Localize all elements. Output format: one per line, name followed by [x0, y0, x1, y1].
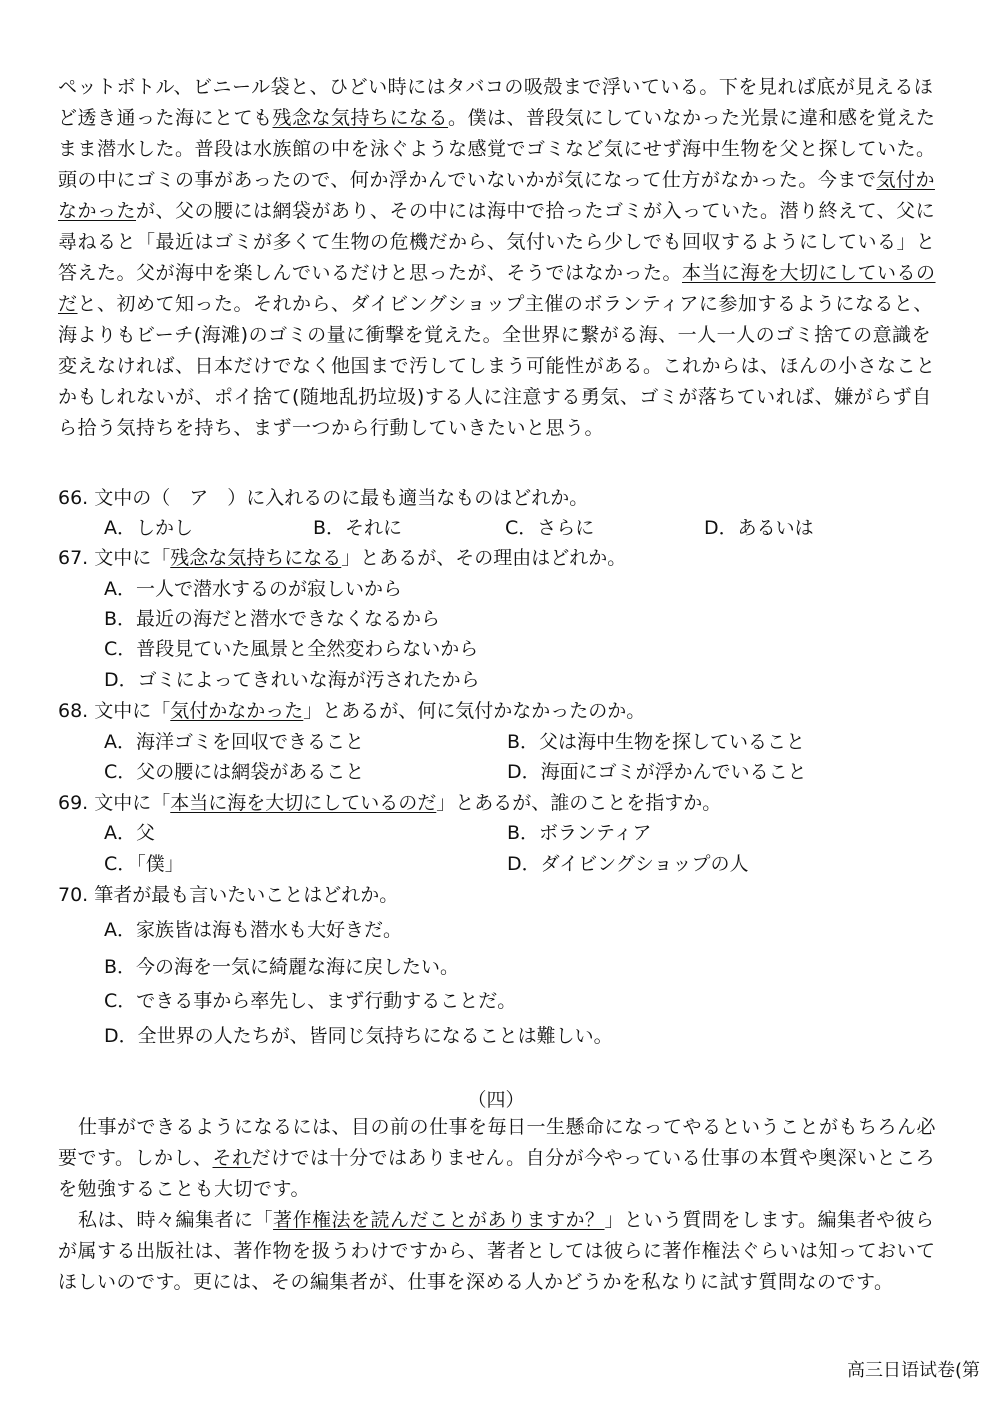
underlined-phrase-chosakuken: 著作権法を読んだことがありますか？	[273, 1209, 605, 1231]
q67-option-b[interactable]: B．最近の海だと潜水できなくなるから	[104, 608, 441, 630]
passage-line: ら拾う気持ちを持ち、まず一つから行動していきたいと思う。	[58, 417, 605, 439]
passage-line: だと、初めて知った。それから、ダイビングショップ主催のボランティアに参加するようになると、	[58, 293, 933, 315]
passage-line: かもしれないが、ポイ捨て(随地乱扔垃圾)する人に注意する勇気、ゴミが落ちていれば、嫌がらず自	[58, 386, 932, 408]
q68-option-b[interactable]: B．父は海中生物を探していること	[507, 731, 806, 753]
q68-option-c[interactable]: C．父の腰には網袋があること	[104, 761, 365, 783]
q69-option-a[interactable]: A．父	[104, 822, 155, 844]
q70-option-a[interactable]: A．家族皆は海も潜水も大好きだ。	[104, 919, 402, 941]
q70-option-d[interactable]: D．全世界の人たちが、皆同じ気持ちになることは難しい。	[104, 1025, 613, 1047]
passage-line: 要です。しかし、それだけでは十分ではありません。自分が今やっている仕事の本質や奥深いところ	[58, 1147, 936, 1169]
passage-line: 変えなければ、日本だけでなく他国まで汚してしまう可能性がある。これからは、ほんの小さなこと	[58, 355, 936, 377]
passage-line: 私は、時々編集者に「著作権法を読んだことがありますか？」という質問をします。編集者や彼ら	[78, 1209, 935, 1231]
passage-line: 答えた。父が海中を楽しんでいるだけと思ったが、そうではなかった。本当に海を大切にしているの	[58, 262, 936, 284]
q66-option-c[interactable]: C．さらに	[505, 517, 595, 539]
section-heading: （四）	[467, 1089, 525, 1111]
underlined-phrase-taisetsu-cont: だ	[58, 293, 78, 315]
q69-option-c[interactable]: C．「僕」	[104, 853, 184, 875]
q69-option-b[interactable]: B．ボランティア	[507, 822, 652, 844]
q67-option-d[interactable]: D．ゴミによってきれいな海が汚されたから	[104, 669, 480, 691]
passage-line: を勉強することも大切です。	[58, 1178, 310, 1200]
q69-option-d[interactable]: D．ダイビングショップの人	[507, 853, 749, 875]
q70-option-c[interactable]: C．できる事から率先し、まず行動することだ。	[104, 990, 517, 1012]
passage-line: が属する出版社は、著作物を扱うわけですから、著者としては彼らに著作権法ぐらいは知っておいて	[58, 1240, 936, 1262]
passage-line: 尋ねると「最近はゴミが多くて生物の危機だから、気付いたら少しでも回収するようにしている」と	[58, 231, 936, 253]
underlined-phrase-kizukanakatta-cont: なかった	[58, 200, 137, 222]
q66-option-d[interactable]: D．あるいは	[704, 517, 814, 539]
question-69: 69. 文中に「本当に海を大切にしているのだ」とあるが、誰のことを指すか。	[58, 792, 722, 814]
question-70: 70. 筆者が最も言いたいことはどれか。	[58, 884, 399, 906]
question-67: 67. 文中に「残念な気持ちになる」とあるが、その理由はどれか。	[58, 547, 627, 569]
q66-option-a[interactable]: A．しかし	[104, 517, 193, 539]
page-footer: 高三日语试卷(第	[846, 1360, 980, 1381]
reading-passage	[58, 72, 963, 444]
section4-passage	[58, 1112, 963, 1298]
passage-line: まま潜水した。普段は水族館の中を泳ぐような感覚でゴミなど気にせず海中生物を父と探していた。	[58, 138, 936, 160]
q67-option-a[interactable]: A．一人で潜水するのが寂しいから	[104, 578, 402, 600]
passage-line: ほしいのです。更には、その編集者が、仕事を深める人かどうかを私なりに試す質問なのです。	[58, 1271, 894, 1293]
underlined-word-sore: それ	[212, 1147, 252, 1169]
q68-option-a[interactable]: A．海洋ゴミを回収できること	[104, 731, 364, 753]
question-66: 66. 文中の（ ア ）に入れるのに最も適当なものはどれか。	[58, 487, 589, 509]
q67-option-c[interactable]: C．普段見ていた風景と全然変わらないから	[104, 638, 479, 660]
passage-line: 頭の中にゴミの事があったので、何か浮かんでいないかが気になって仕方がなかった。今まで気付か	[58, 169, 935, 191]
underlined-phrase-taisetsu: 本当に海を大切にしているの	[682, 262, 936, 284]
q68-option-d[interactable]: D．海面にゴミが浮かんでいること	[507, 761, 807, 783]
q70-option-b[interactable]: B．今の海を一気に綺麗な海に戻したい。	[104, 956, 460, 978]
question-68: 68. 文中に「気付かなかった」とあるが、何に気付かなかったのか。	[58, 700, 646, 722]
q66-option-b[interactable]: B．それに	[313, 517, 403, 539]
passage-line: ペットボトル、ビニール袋と、ひどい時にはタバコの吸殻まで浮いている。下を見れば底が見えるほ	[58, 76, 934, 98]
passage-line: 仕事ができるようになるには、目の前の仕事を毎日一生懸命になってやるということがもちろん必	[78, 1116, 937, 1138]
underlined-phrase-zannen: 残念な気持ちになる	[272, 107, 449, 129]
passage-line: 海よりもビーチ(海滩)のゴミの量に衝撃を覚えた。全世界に繋がる海、一人一人のゴミ捨ての意識を	[58, 324, 932, 346]
underlined-phrase-kizukanakatta: 気付か	[876, 169, 935, 191]
passage-line: なかったが、父の腰には網袋があり、その中には海中で拾ったゴミが入っていた。潜り終えて、父に	[58, 200, 936, 222]
passage-line: ど透き通った海にとても残念な気持ちになる。僕は、普段気にしていなかった光景に違和感を覚えた	[58, 107, 936, 129]
